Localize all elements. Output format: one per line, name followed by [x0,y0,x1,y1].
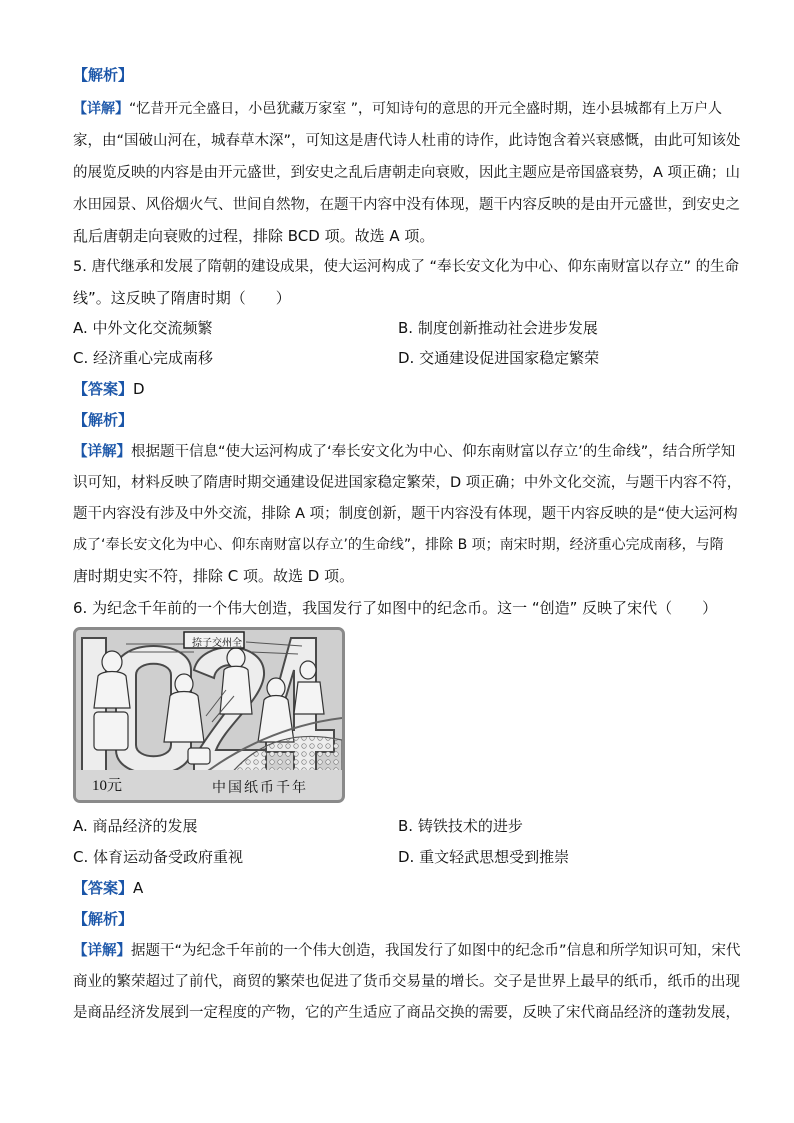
q5-option-a: A. 中外文化交流频繁 [73,319,213,337]
q4-detail-line-4: 水田园景、风俗烟火气、世间自然物，在题干内容中没有体现，题干内容反映的是由开元盛世，到安史之 [73,197,740,213]
coin-denomination: 10元 [92,778,123,794]
q6-detail-line-2: 商业的繁荣超过了前代，商贸的繁荣也促进了货币交易量的增长。交子是世界上最早的纸币，纸币的出现 [73,974,740,990]
q4-analysis-heading: 【解析】 [73,66,134,84]
q6-detail-label: 【详解】 [73,943,131,959]
q5-detail-label: 【详解】 [73,444,131,460]
q6-option-a: A. 商品经济的发展 [73,817,198,835]
q6-option-b: B. 铸铁技术的进步 [398,817,523,835]
commemorative-coin-image [73,627,345,803]
q5-stem-line-1: 5. 唐代继承和发展了隋朝的建设成果，使大运河构成了 “奉长安文化为中心、仰东南财富以存立” 的生命 [73,259,740,275]
coin-plaque-text: 捺子交州全 [192,638,242,649]
q6-detail-text-1: 据题干“为纪念千年前的一个伟大创造，我国发行了如图中的纪念币”信息和所学知识可知，宋代 [131,943,741,959]
q6-detail-line-1 [73,940,741,962]
q4-detail-text-1: “忆昔开元全盛日，小邑犹藏万家室 ”，可知诗句的意思的开元全盛时期，连小县城都有上万户人 [129,101,722,117]
q5-detail-text-1: 根据题干信息“使大运河构成了‘奉长安文化为中心、仰东南财富以存立’的生命线”，结合所学知 [131,444,736,460]
q5-answer-line [73,378,145,400]
q6-answer-value: A [133,879,144,897]
q5-answer-value: D [133,380,145,398]
coin-caption: 中国纸币千年 [212,781,308,796]
q5-answer-label: 【答案】 [73,380,134,398]
q5-detail-line-2: 识可知，材料反映了隋唐时期交通建设促进国家稳定繁荣，D 项正确；中外文化交流，与题干内容不符， [73,475,742,491]
q5-option-b: B. 制度创新推动社会进步发展 [398,319,598,337]
q6-option-c: C. 体育运动备受政府重视 [73,848,244,866]
q5-stem-line-2: 线”。这反映了隋唐时期（ ） [73,289,291,307]
q4-detail-line-1 [73,98,722,120]
q5-detail-line-1 [73,441,735,463]
q4-detail-line-5: 乱后唐朝走向衰败的过程，排除 BCD 项。故选 A 项。 [73,227,435,245]
q4-detail-line-2: 家，由“国破山河在，城春草木深”，可知这是唐代诗人杜甫的诗作，此诗饱含着兴衰感慨，由此可知该处 [73,133,741,149]
q6-analysis-heading: 【解析】 [73,910,134,928]
q5-detail-line-3: 题干内容没有涉及中外交流，排除 A 项；制度创新，题干内容没有体现，题干内容反映的是“使大运河构 [73,506,738,522]
q6-answer-line [73,877,143,899]
q5-analysis-heading: 【解析】 [73,411,134,429]
q5-detail-line-5: 唐时期史实不符，排除 C 项。故选 D 项。 [73,567,355,585]
q6-answer-label: 【答案】 [73,879,134,897]
q6-stem: 6. 为纪念千年前的一个伟大创造，我国发行了如图中的纪念币。这一 “创造” 反映了宋代（ ） [73,599,718,617]
q4-detail-line-3: 的展览反映的内容是由开元盛世，到安史之乱后唐朝走向衰败，因此主题应是帝国盛衰势，A 项正确；山 [73,165,741,181]
q6-detail-line-3: 是商品经济发展到一定程度的产物，它的产生适应了商品交换的需要，反映了宋代商品经济的蓬勃发展， [73,1005,740,1021]
q4-detail-label: 【详解】 [73,101,129,117]
q5-detail-line-4: 成了‘奉长安文化为中心、仰东南财富以存立’的生命线”，排除 B 项；南宋时期，经济重心完成南移，与隋 [73,537,724,553]
q5-option-d: D. 交通建设促进国家稳定繁荣 [398,349,600,367]
q6-option-d: D. 重文轻武思想受到推崇 [398,848,570,866]
q5-option-c: C. 经济重心完成南移 [73,349,214,367]
